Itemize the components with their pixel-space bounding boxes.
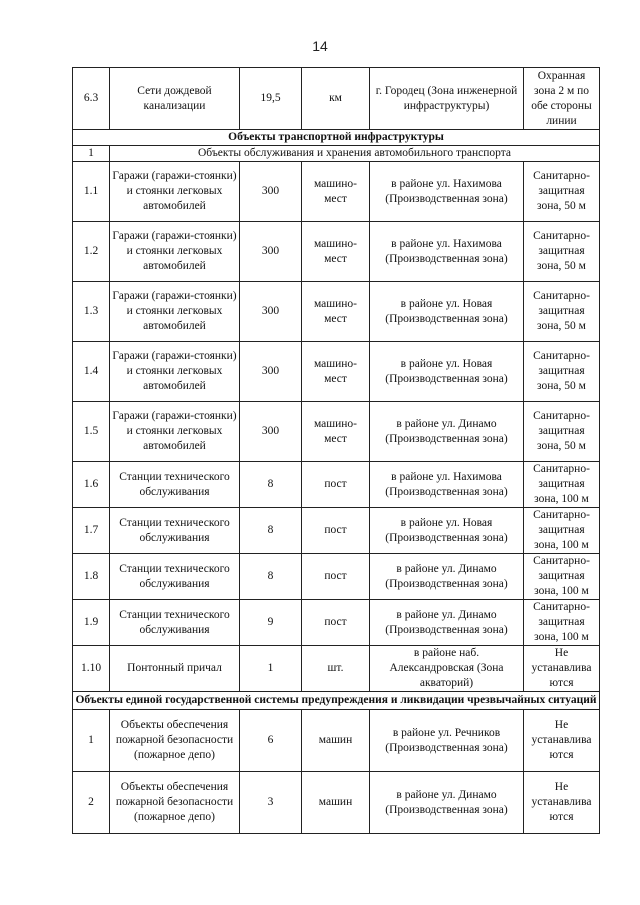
capacity-unit: машино-мест bbox=[302, 282, 370, 342]
table-row bbox=[73, 342, 600, 402]
protection-zone: Санитарно-защитная зона, 50 м bbox=[524, 402, 600, 462]
capacity-value: 300 bbox=[240, 222, 302, 282]
row-number: 1.5 bbox=[73, 402, 110, 462]
object-location: в районе ул. Новая (Производственная зона) bbox=[370, 342, 524, 402]
section-title: Объекты транспортной инфраструктуры bbox=[73, 130, 600, 146]
object-location: в районе ул. Нахимова (Производственная зона) bbox=[370, 222, 524, 282]
object-name: Гаражи (гаражи-стоянки) и стоянки легковых автомобилей bbox=[110, 162, 240, 222]
capacity-unit: пост bbox=[302, 508, 370, 554]
object-location: в районе ул. Динамо (Производственная зона) bbox=[370, 600, 524, 646]
capacity-unit: пост bbox=[302, 600, 370, 646]
capacity-unit: пост bbox=[302, 554, 370, 600]
capacity-value: 1 bbox=[240, 646, 302, 692]
capacity-value: 8 bbox=[240, 462, 302, 508]
object-location: в районе ул. Речников (Производственная зона) bbox=[370, 710, 524, 772]
table-row bbox=[73, 68, 600, 130]
objects-table-body bbox=[73, 68, 600, 834]
capacity-unit: машин bbox=[302, 710, 370, 772]
row-number: 1.4 bbox=[73, 342, 110, 402]
page-number: 14 bbox=[312, 38, 328, 54]
row-number: 1.6 bbox=[73, 462, 110, 508]
row-number: 1 bbox=[73, 710, 110, 772]
capacity-unit: машино-мест bbox=[302, 222, 370, 282]
protection-zone: Санитарно-защитная зона, 100 м bbox=[524, 554, 600, 600]
object-name: Станции технического обслуживания bbox=[110, 462, 240, 508]
object-name: Гаражи (гаражи-стоянки) и стоянки легковых автомобилей bbox=[110, 402, 240, 462]
object-name: Гаражи (гаражи-стоянки) и стоянки легковых автомобилей bbox=[110, 342, 240, 402]
row-number: 1.2 bbox=[73, 222, 110, 282]
object-name: Станции технического обслуживания bbox=[110, 600, 240, 646]
table-row bbox=[73, 508, 600, 554]
row-number: 1.1 bbox=[73, 162, 110, 222]
object-location: в районе ул. Нахимова (Производственная зона) bbox=[370, 462, 524, 508]
row-number: 1.10 bbox=[73, 646, 110, 692]
subsection-title: Объекты обслуживания и хранения автомобильного транспорта bbox=[110, 146, 600, 162]
capacity-unit: машино-мест bbox=[302, 342, 370, 402]
object-name: Объекты обеспечения пожарной безопасности (пожарное депо) bbox=[110, 710, 240, 772]
capacity-unit: пост bbox=[302, 462, 370, 508]
table-row bbox=[73, 462, 600, 508]
row-number: 2 bbox=[73, 772, 110, 834]
subsection-number: 1 bbox=[73, 146, 110, 162]
capacity-value: 6 bbox=[240, 710, 302, 772]
row-number: 6.3 bbox=[73, 68, 110, 130]
capacity-value: 8 bbox=[240, 508, 302, 554]
capacity-value: 3 bbox=[240, 772, 302, 834]
object-name: Понтонный причал bbox=[110, 646, 240, 692]
table-row bbox=[73, 772, 600, 834]
object-name: Сети дождевой канализации bbox=[110, 68, 240, 130]
capacity-value: 300 bbox=[240, 162, 302, 222]
object-name: Гаражи (гаражи-стоянки) и стоянки легковых автомобилей bbox=[110, 222, 240, 282]
object-location: в районе ул. Новая (Производственная зона) bbox=[370, 282, 524, 342]
protection-zone: Охранная зона 2 м по обе стороны линии bbox=[524, 68, 600, 130]
capacity-unit: машино-мест bbox=[302, 402, 370, 462]
table-row bbox=[73, 402, 600, 462]
row-number: 1.7 bbox=[73, 508, 110, 554]
capacity-unit: км bbox=[302, 68, 370, 130]
protection-zone: Санитарно-защитная зона, 50 м bbox=[524, 162, 600, 222]
object-name: Объекты обеспечения пожарной безопасности (пожарное депо) bbox=[110, 772, 240, 834]
protection-zone: Санитарно-защитная зона, 100 м bbox=[524, 508, 600, 554]
object-location: в районе ул. Динамо (Производственная зона) bbox=[370, 402, 524, 462]
objects-table bbox=[72, 67, 600, 834]
object-location: в районе наб. Александровская (Зона акваторий) bbox=[370, 646, 524, 692]
protection-zone: Санитарно-защитная зона, 100 м bbox=[524, 600, 600, 646]
object-location: в районе ул. Динамо (Производственная зона) bbox=[370, 554, 524, 600]
object-name: Станции технического обслуживания bbox=[110, 508, 240, 554]
protection-zone: Не устанавлива ются bbox=[524, 772, 600, 834]
object-location: в районе ул. Новая (Производственная зона) bbox=[370, 508, 524, 554]
table-row bbox=[73, 222, 600, 282]
protection-zone: Санитарно-защитная зона, 100 м bbox=[524, 462, 600, 508]
row-number: 1.3 bbox=[73, 282, 110, 342]
section-title: Объекты единой государственной системы предупреждения и ликвидации чрезвычайных ситуаций bbox=[73, 692, 600, 710]
row-number: 1.8 bbox=[73, 554, 110, 600]
capacity-value: 8 bbox=[240, 554, 302, 600]
protection-zone: Не устанавлива ются bbox=[524, 646, 600, 692]
table-row bbox=[73, 554, 600, 600]
section-header-row bbox=[73, 692, 600, 710]
capacity-value: 300 bbox=[240, 282, 302, 342]
capacity-value: 300 bbox=[240, 402, 302, 462]
subsection-row bbox=[73, 146, 600, 162]
capacity-value: 9 bbox=[240, 600, 302, 646]
object-name: Станции технического обслуживания bbox=[110, 554, 240, 600]
protection-zone: Санитарно-защитная зона, 50 м bbox=[524, 222, 600, 282]
capacity-unit: шт. bbox=[302, 646, 370, 692]
object-location: в районе ул. Нахимова (Производственная зона) bbox=[370, 162, 524, 222]
table-row bbox=[73, 282, 600, 342]
protection-zone: Санитарно-защитная зона, 50 м bbox=[524, 282, 600, 342]
row-number: 1.9 bbox=[73, 600, 110, 646]
capacity-value: 300 bbox=[240, 342, 302, 402]
object-name: Гаражи (гаражи-стоянки) и стоянки легковых автомобилей bbox=[110, 282, 240, 342]
object-location: в районе ул. Динамо (Производственная зона) bbox=[370, 772, 524, 834]
table-row bbox=[73, 600, 600, 646]
table-row bbox=[73, 646, 600, 692]
capacity-unit: машино-мест bbox=[302, 162, 370, 222]
object-location: г. Городец (Зона инженерной инфраструктуры) bbox=[370, 68, 524, 130]
section-header-row bbox=[73, 130, 600, 146]
table-row bbox=[73, 162, 600, 222]
protection-zone: Санитарно-защитная зона, 50 м bbox=[524, 342, 600, 402]
protection-zone: Не устанавлива ются bbox=[524, 710, 600, 772]
capacity-unit: машин bbox=[302, 772, 370, 834]
table-row bbox=[73, 710, 600, 772]
capacity-value: 19,5 bbox=[240, 68, 302, 130]
